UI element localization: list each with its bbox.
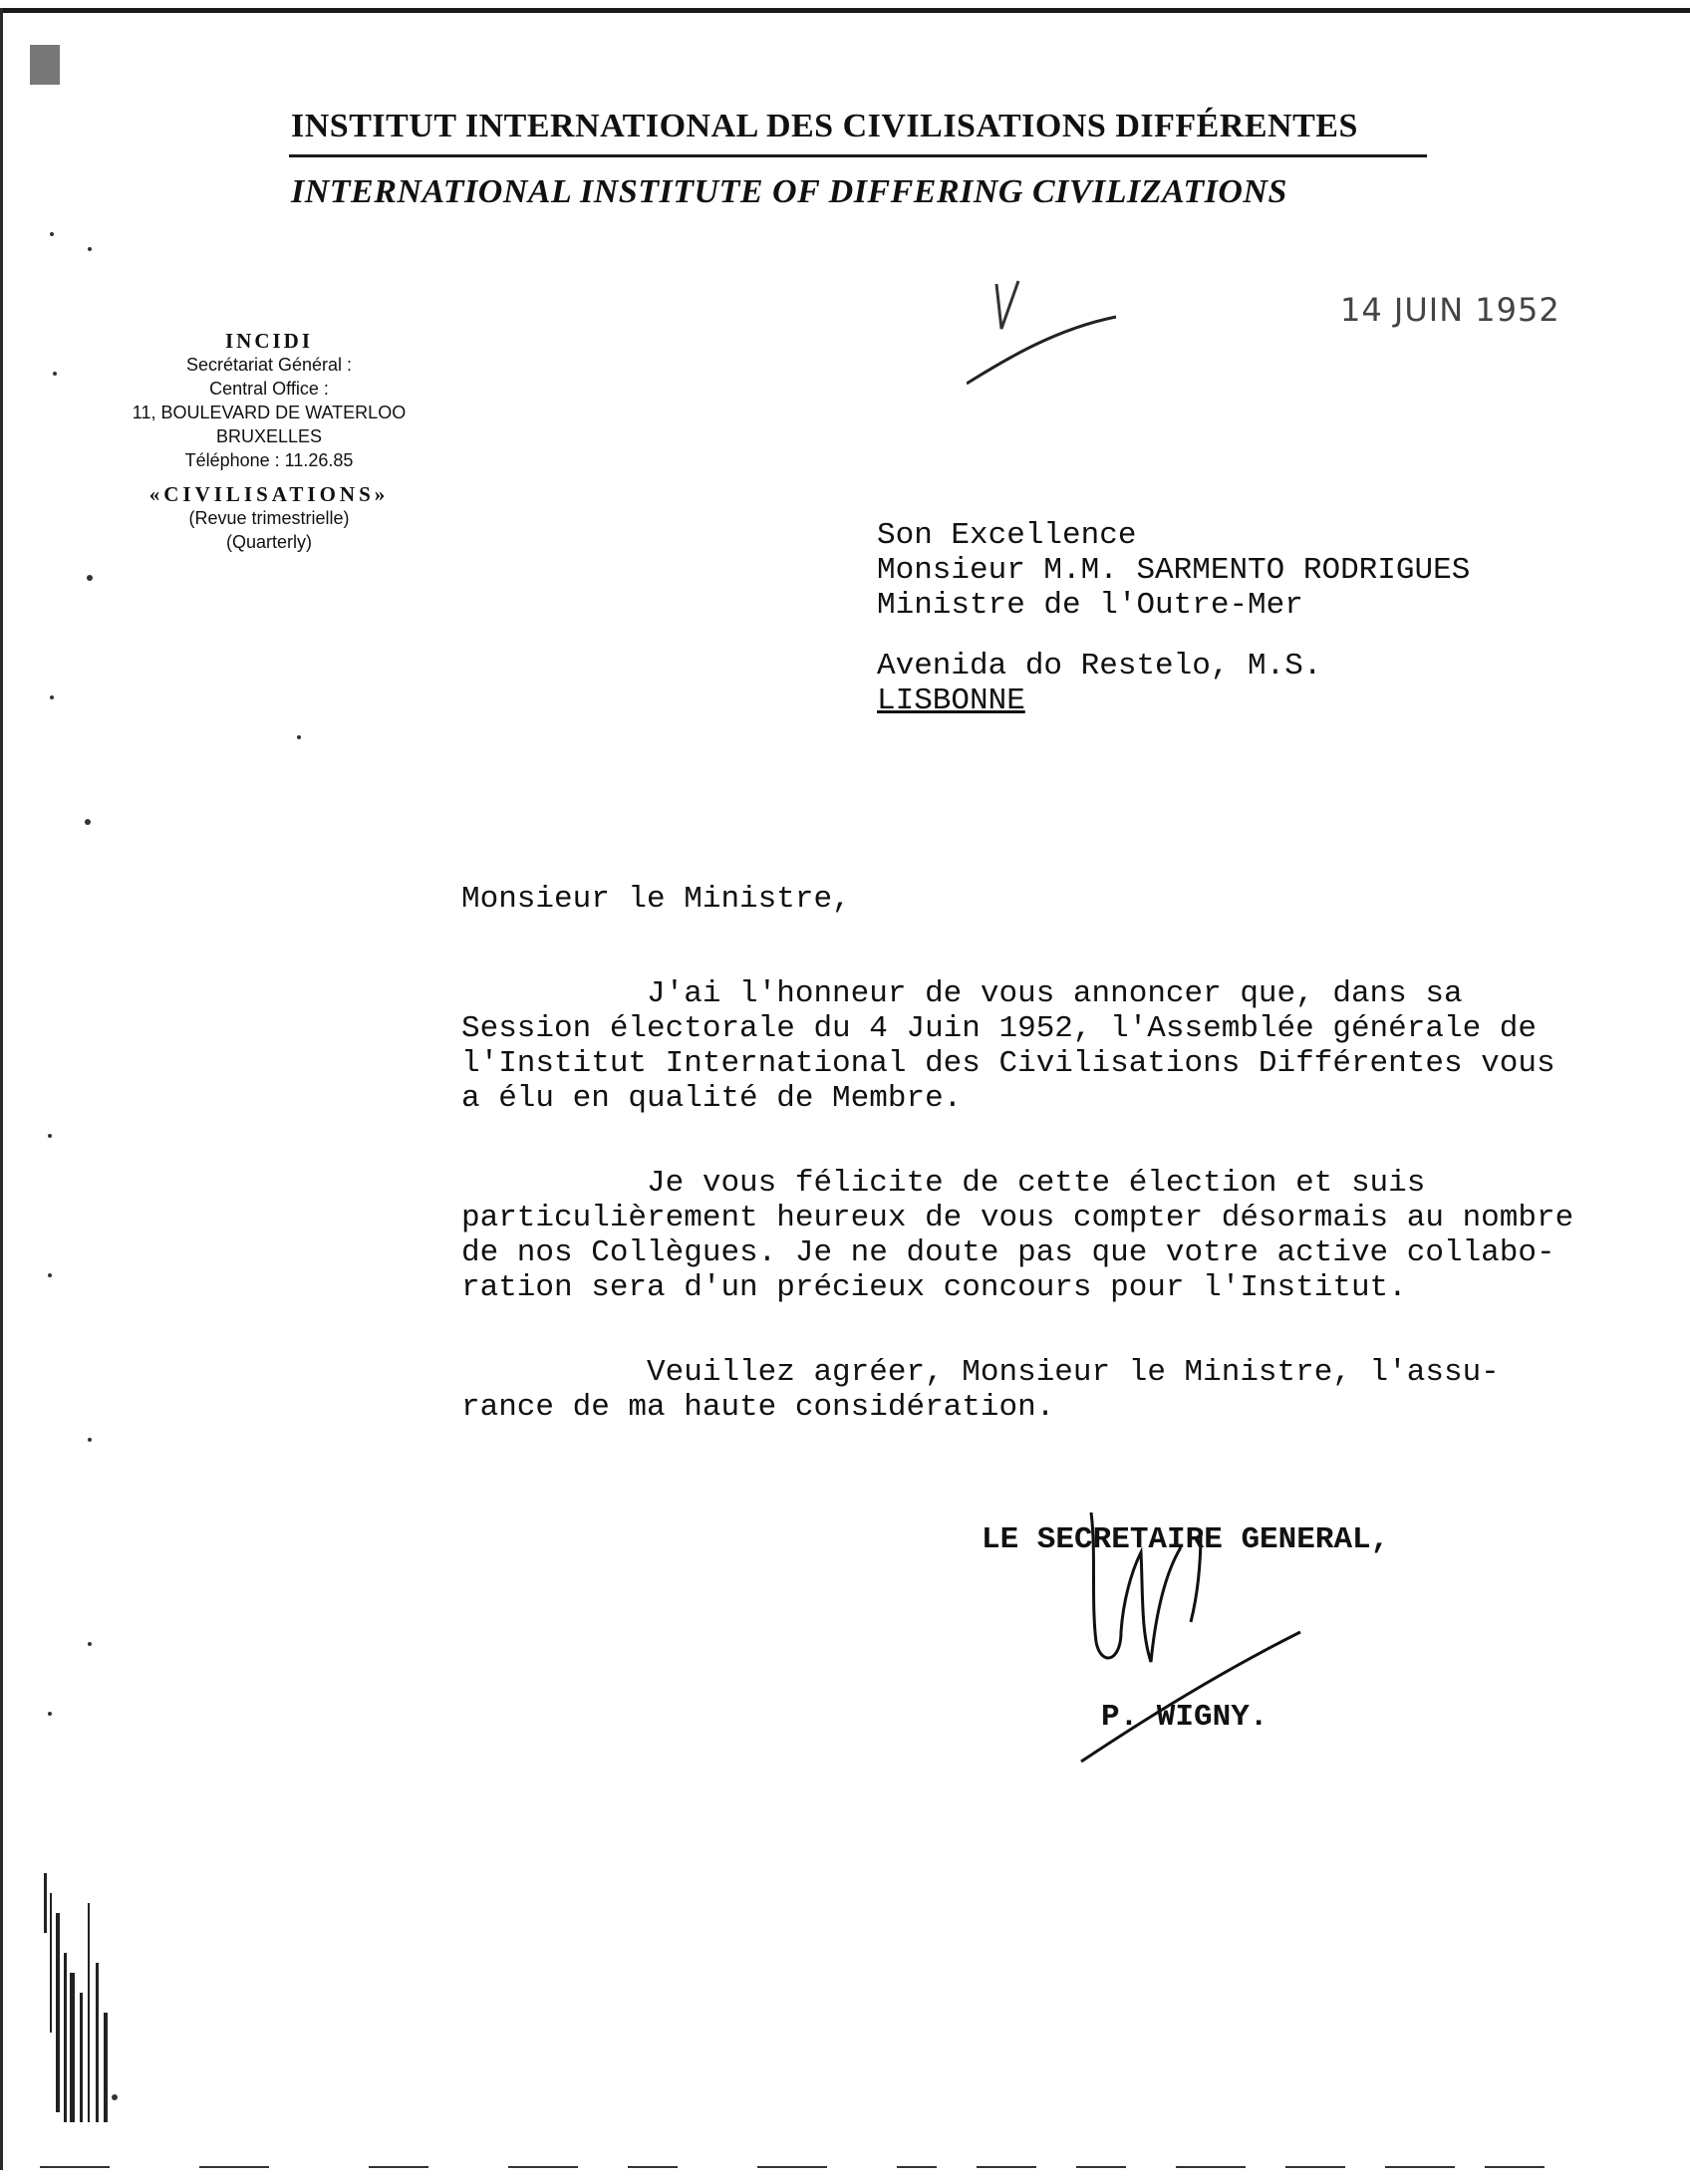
scan-specks (0, 0, 399, 2184)
sidebar-office-en: Central Office : (209, 379, 329, 399)
handwritten-check-mark (967, 269, 1146, 399)
addressee-line-3: Ministre de l'Outre-Mer (877, 588, 1303, 623)
paragraph-2: Je vous félicite de cette élection et suis particulièrement heureux de vous compter désormais au nombre de nos Collègues. Je ne doute pas que votre active collabo- ration sera d'un précieux concours pour l'Institut. (461, 1166, 1574, 1305)
addressee-gap (877, 623, 1574, 649)
sidebar-city: BRUXELLES (215, 426, 323, 446)
signatory-name: P. WIGNY. (1101, 1700, 1268, 1735)
sidebar-phone: Téléphone : 11.26.85 (184, 450, 354, 470)
letterhead-title-french: INSTITUT INTERNATIONAL DES CIVILISATIONS DIFFÉRENTES (291, 108, 1358, 144)
sidebar-address-block (80, 329, 458, 554)
signature-title: LE SECRETAIRE GENERAL, (982, 1522, 1390, 1557)
sidebar-magazine-fr: (Revue trimestrielle) (188, 508, 350, 528)
letterhead-title-english: INTERNATIONAL INSTITUTE OF DIFFERING CIVILIZATIONS (291, 173, 1287, 210)
addressee-city: LISBONNE (877, 683, 1025, 718)
footer-dashed-rule (40, 2162, 1654, 2172)
sidebar-office-fr: Secrétariat Général : (185, 355, 353, 375)
scan-noise-strip (40, 1873, 120, 2132)
addressee-line-2: Monsieur M.M. SARMENTO RODRIGUES (877, 553, 1471, 588)
letter-body (461, 882, 1657, 1475)
addressee-line-4: Avenida do Restelo, M.S. (877, 649, 1322, 683)
letterhead-rule (289, 154, 1427, 157)
sidebar-magazine: «CIVILISATIONS» (148, 482, 390, 506)
sidebar-org: INCIDI (224, 329, 313, 353)
signature-block (982, 1522, 1579, 1735)
paragraph-1: J'ai l'honneur de vous annoncer que, dans sa Session électorale du 4 Juin 1952, l'Assemblée générale de l'Institut International des Civilisations Différentes vous a élu en qualité de Membre. (461, 976, 1555, 1116)
sidebar-address: 11, BOULEVARD DE WATERLOO (132, 403, 407, 422)
addressee-line-1: Son Excellence (877, 518, 1137, 553)
paragraph-3: Veuillez agréer, Monsieur le Ministre, l'assu- rance de ma haute considération. (461, 1355, 1500, 1425)
addressee-block (877, 518, 1574, 718)
salutation: Monsieur le Ministre, (461, 882, 851, 917)
date-stamp: 14 JUIN 1952 (1340, 291, 1560, 329)
sidebar-magazine-en: (Quarterly) (225, 532, 312, 552)
